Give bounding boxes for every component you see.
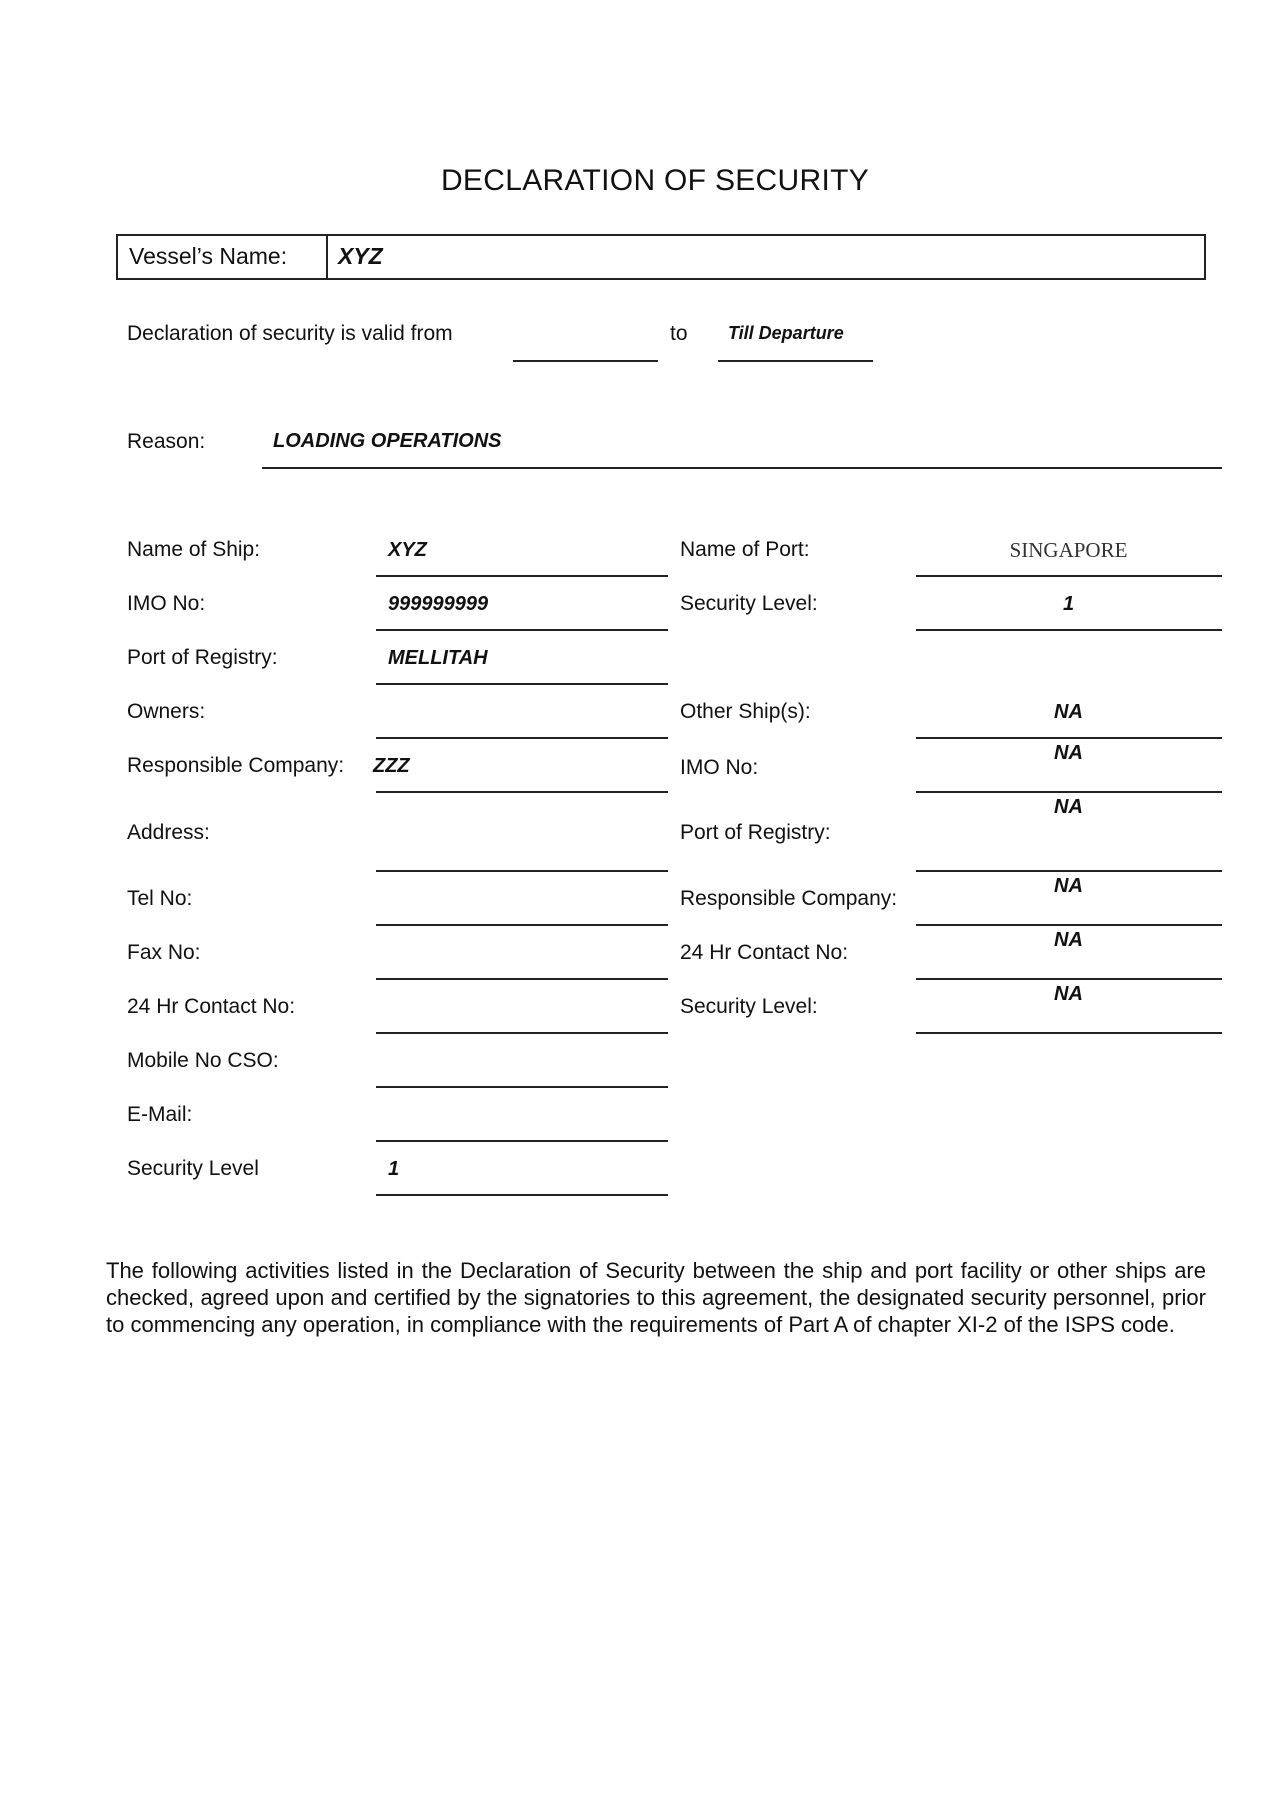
port-security-level-value[interactable]: 1 [1062, 593, 1075, 615]
other-registry-line [916, 870, 1222, 872]
vessel-name-label: Vessel’s Name: [129, 243, 288, 269]
validity-to-label: to [670, 322, 688, 345]
ship-registry-label: Port of Registry: [127, 646, 278, 669]
port-name-value[interactable]: SINGAPORE [1009, 538, 1128, 562]
other-company-value[interactable]: NA [1054, 875, 1083, 897]
reason-line [262, 467, 1222, 469]
ship-contact-line [376, 1032, 668, 1034]
other-security-level-value[interactable]: NA [1054, 983, 1083, 1005]
mobile-cso-line [376, 1086, 668, 1088]
other-company-line [916, 924, 1222, 926]
other-imo-label: IMO No: [680, 756, 759, 779]
mobile-cso-label: Mobile No CSO: [127, 1049, 279, 1072]
other-security-level-line [916, 1032, 1222, 1034]
port-name-line [916, 575, 1222, 577]
other-company-label: Responsible Company: [680, 887, 898, 910]
reason-value[interactable]: LOADING OPERATIONS [273, 430, 502, 452]
valid-to-field[interactable]: Till Departure [728, 323, 844, 343]
ship-contact-label: 24 Hr Contact No: [127, 995, 296, 1018]
address-label: Address: [127, 821, 210, 844]
other-imo-line [916, 791, 1222, 793]
ship-imo-line [376, 629, 668, 631]
address-line [376, 870, 668, 872]
valid-to-line [718, 360, 873, 362]
ship-imo-label: IMO No: [127, 592, 206, 615]
vessel-name-value[interactable]: XYZ [338, 243, 383, 269]
port-security-level-line [916, 629, 1222, 631]
email-label: E-Mail: [127, 1103, 193, 1126]
other-registry-label: Port of Registry: [680, 821, 831, 844]
other-ships-line [916, 737, 1222, 739]
ship-company-value[interactable]: ZZZ [373, 755, 410, 777]
port-name-label: Name of Port: [680, 538, 810, 561]
valid-from-line [513, 360, 658, 362]
owners-label: Owners: [127, 700, 206, 723]
vessel-name-box [116, 234, 1206, 280]
ship-name-value[interactable]: XYZ [388, 539, 427, 561]
reason-label: Reason: [127, 430, 206, 453]
fax-line [376, 978, 668, 980]
other-registry-value[interactable]: NA [1054, 796, 1083, 818]
other-security-level-label: Security Level: [680, 995, 818, 1018]
other-contact-label: 24 Hr Contact No: [680, 941, 849, 964]
tel-line [376, 924, 668, 926]
ship-name-label: Name of Ship: [127, 538, 261, 561]
other-contact-line [916, 978, 1222, 980]
certification-paragraph: The following activities listed in the Declaration of Security between the ship and port facility or other ships are checked, agreed upon and certified by the signatories to this agreement, the designated security personnel, prior to commencing any operation, in compliance with the requirements of Part A of chapter XI-2 of the ISPS code. [106, 1258, 1206, 1337]
ship-registry-line [376, 683, 668, 685]
owners-line [376, 737, 668, 739]
vessel-box-divider [326, 236, 328, 278]
ship-name-line [376, 575, 668, 577]
page-title: DECLARATION OF SECURITY [440, 164, 870, 197]
other-ships-value[interactable]: NA [1054, 701, 1083, 723]
other-imo-value[interactable]: NA [1054, 742, 1083, 764]
other-contact-value[interactable]: NA [1054, 929, 1083, 951]
validity-label: Declaration of security is valid from [127, 322, 453, 345]
tel-label: Tel No: [127, 887, 193, 910]
email-line [376, 1140, 668, 1142]
ship-security-level-value[interactable]: 1 [388, 1158, 400, 1180]
fax-label: Fax No: [127, 941, 201, 964]
ship-imo-value[interactable]: 999999999 [388, 593, 489, 615]
port-security-level-label: Security Level: [680, 592, 818, 615]
ship-company-label: Responsible Company: [127, 754, 345, 777]
ship-security-level-label: Security Level [127, 1157, 259, 1180]
ship-company-line [376, 791, 668, 793]
ship-security-level-line [376, 1194, 668, 1196]
other-ships-label: Other Ship(s): [680, 700, 811, 723]
ship-registry-value[interactable]: MELLITAH [388, 647, 488, 669]
